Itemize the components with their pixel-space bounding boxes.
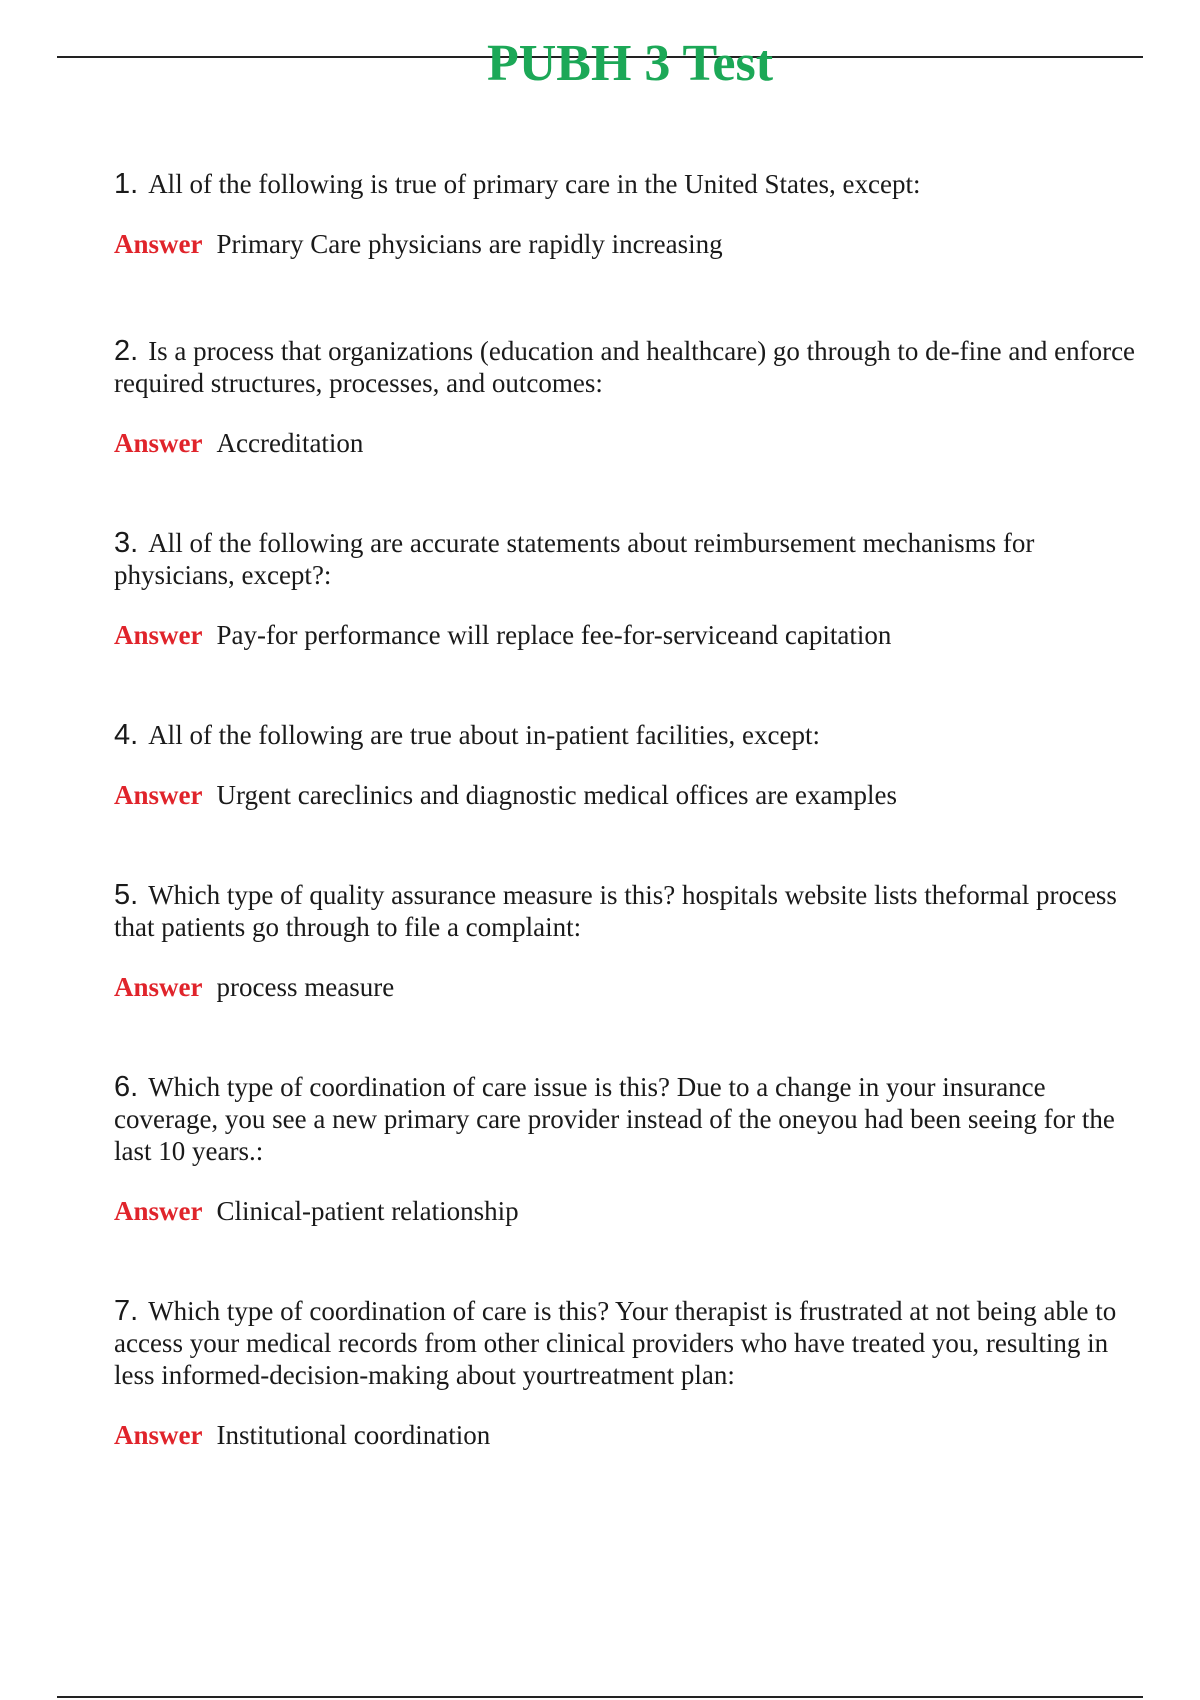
answer-text: Urgent careclinics and diagnostic medical offices are examples	[216, 780, 897, 810]
question-item	[114, 168, 1144, 260]
question-text-line	[114, 335, 1144, 399]
answer-line	[114, 427, 1144, 459]
question-number: 4.	[114, 719, 139, 751]
question-item	[114, 527, 1144, 651]
question-number: 5.	[114, 879, 139, 911]
question-list	[114, 168, 1144, 1451]
answer-label: Answer	[114, 1420, 203, 1450]
answer-line	[114, 779, 1144, 811]
question-item	[114, 719, 1144, 811]
answer-line	[114, 971, 1144, 1003]
question-text: Which type of coordination of care issue is this? Due to a change in your insurance coverage, you see a new primary care provider instead of the oneyou had been seeing for the last 10 years.:	[114, 1072, 1115, 1166]
answer-label: Answer	[114, 972, 203, 1002]
answer-label: Answer	[114, 428, 203, 458]
question-number: 6.	[114, 1071, 139, 1103]
question-number: 3.	[114, 527, 139, 559]
answer-label: Answer	[114, 780, 203, 810]
question-number: 7.	[114, 1295, 139, 1327]
bottom-rule	[57, 1696, 1143, 1698]
answer-line	[114, 228, 1144, 260]
question-text-line	[114, 1071, 1144, 1167]
question-text-line	[114, 168, 1144, 200]
question-item	[114, 1295, 1144, 1451]
question-text-line	[114, 719, 1144, 751]
question-number: 2.	[114, 335, 139, 367]
answer-text: Accreditation	[216, 428, 364, 458]
answer-line	[114, 1195, 1144, 1227]
answer-line	[114, 1419, 1144, 1451]
question-text: All of the following is true of primary care in the United States, except:	[148, 169, 921, 199]
answer-text: Pay-for performance will replace fee-for-serviceand capitation	[216, 620, 892, 650]
question-text: Which type of quality assurance measure is this? hospitals website lists theformal process that patients go through to file a complaint:	[114, 880, 1117, 942]
question-text-line	[114, 1295, 1144, 1391]
answer-line	[114, 619, 1144, 651]
document-title: PUBH 3 Test	[486, 35, 774, 92]
question-item	[114, 1071, 1144, 1227]
answer-text: Clinical-patient relationship	[216, 1196, 519, 1226]
question-text: All of the following are accurate statements about reimbursement mechanisms for physicians, except?:	[114, 528, 1035, 590]
question-text: Which type of coordination of care is this? Your therapist is frustrated at not being able to access your medical records from other clinical providers who have treated you, resulting in less informed-decision-making about yourtreatment plan:	[114, 1296, 1117, 1390]
question-text-line	[114, 879, 1144, 943]
question-item	[114, 335, 1144, 459]
question-number: 1.	[114, 168, 139, 200]
question-item	[114, 879, 1144, 1003]
answer-text: process measure	[216, 972, 395, 1002]
answer-text: Primary Care physicians are rapidly increasing	[216, 229, 723, 259]
question-text: Is a process that organizations (education and healthcare) go through to de-fine and enforce required structures, processes, and outcomes:	[114, 336, 1136, 398]
answer-label: Answer	[114, 620, 203, 650]
question-text-line	[114, 527, 1144, 591]
answer-label: Answer	[114, 1196, 203, 1226]
answer-label: Answer	[114, 229, 203, 259]
question-text: All of the following are true about in-patient facilities, except:	[148, 720, 820, 750]
answer-text: Institutional coordination	[216, 1420, 491, 1450]
